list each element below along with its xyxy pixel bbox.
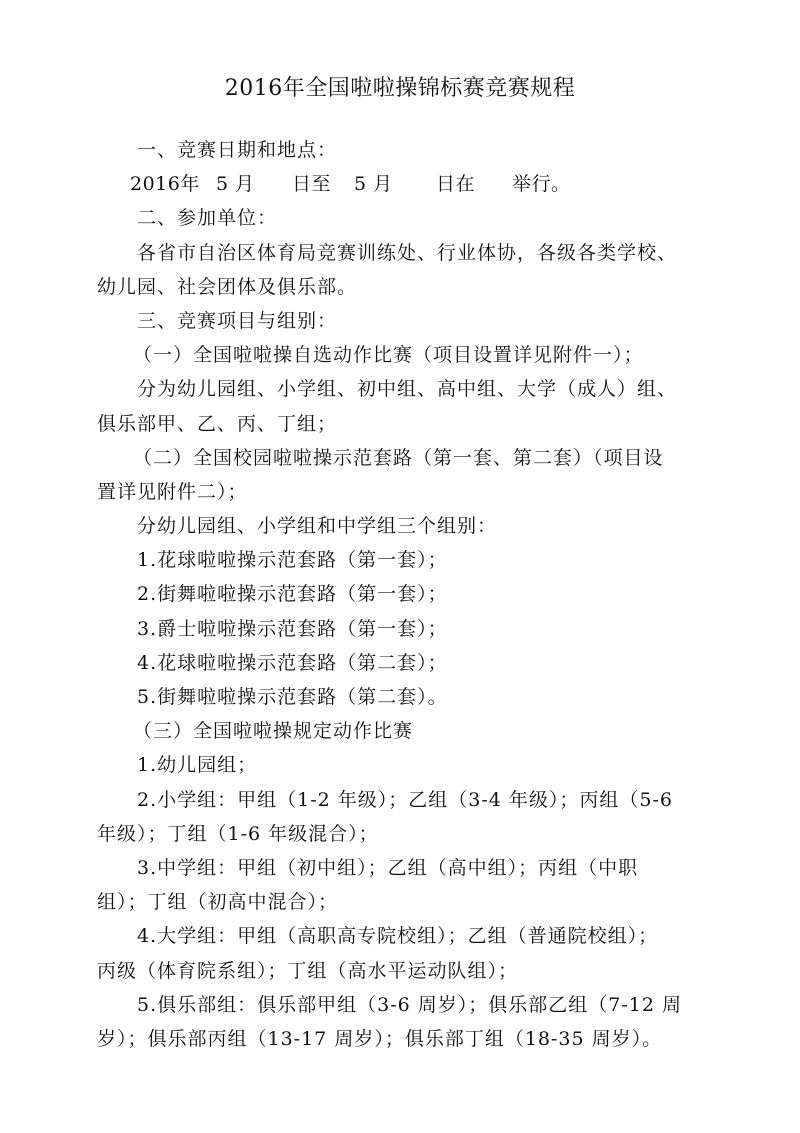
list-item: 2.街舞啦啦操示范套路（第一套）； — [137, 583, 448, 606]
section-3-3-item-2-line-1: 2.小学组：甲组（1-2 年级）；乙组（3-4 年级）；丙组（5-6 — [137, 788, 673, 811]
section-3-2-groups: 分幼儿园组、小学组和中学组三个组别： — [137, 515, 498, 538]
section-3-2-heading-line-2: 置详见附件二）； — [97, 480, 248, 503]
section-3-3-item-2-line-2: 年级）；丁组（1-6 年级混合）； — [97, 822, 379, 845]
date-month-start: 5 月 — [216, 173, 255, 196]
section-2-heading: 二、参加单位： — [137, 207, 278, 230]
list-item: 4.花球啦啦操示范套路（第二套）； — [137, 651, 448, 674]
section-3-1-groups-line-2: 俱乐部甲、乙、丙、丁组； — [97, 412, 338, 435]
section-3-3-item-3-line-1: 3.中学组：甲组（初中组）；乙组（高中组）；丙组（中职 — [137, 856, 639, 879]
date-month-end: 5 月 — [354, 173, 393, 196]
document-body — [97, 133, 709, 1056]
section-2-text-line-2: 幼儿园、社会团体及俱乐部。 — [97, 275, 358, 298]
section-3-3-item-1: 1.幼儿园组； — [137, 754, 258, 777]
section-3-1-groups-line-1: 分为幼儿园组、小学组、初中组、高中组、大学（成人）组、 — [137, 378, 678, 401]
section-3-3-heading: （三）全国啦啦操规定动作比赛 — [133, 720, 414, 743]
section-3-1-heading: （一）全国啦啦操自选动作比赛（项目设置详见附件一）； — [133, 344, 644, 367]
list-item: 5.街舞啦啦操示范套路（第二套）。 — [137, 686, 448, 708]
section-3-3-item-4-line-2: 丙级（体育院系组）；丁组（高水平运动队组）； — [97, 959, 519, 982]
section-3-heading: 三、竞赛项目与组别： — [137, 309, 338, 332]
date-location-line — [97, 167, 709, 201]
date-held: 举行。 — [512, 173, 571, 196]
date-day-at: 日在 — [436, 173, 476, 196]
section-2-text-line-1: 各省市自治区体育局竞赛训练处、行业体协，各级各类学校、 — [137, 241, 678, 264]
date-year: 2016年 — [130, 173, 200, 196]
list-item: 3.爵士啦啦操示范套路（第一套）； — [137, 617, 448, 640]
section-3-3-item-5-line-1: 5.俱乐部组：俱乐部甲组（3-6 周岁）；俱乐部乙组（7-12 周 — [137, 993, 682, 1016]
section-1-heading: 一、竞赛日期和地点： — [137, 139, 338, 161]
section-3-3-item-3-line-2: 组）；丁组（初高中混合）； — [97, 891, 339, 914]
section-3-3-item-4-line-1: 4.大学组：甲组（高职高专院校组）；乙组（普通院校组）； — [137, 925, 659, 948]
section-3-2-heading-line-1: （二）全国校园啦啦操示范套路（第一套、第二套）（项目设 — [133, 446, 664, 469]
list-item: 1.花球啦啦操示范套路（第一套）； — [137, 549, 448, 572]
date-day-to: 日至 — [292, 173, 332, 196]
document-title: 2016年全国啦啦操锦标赛竞赛规程 — [224, 76, 576, 101]
section-3-3-item-5-line-2: 岁）；俱乐部丙组（13-17 周岁）；俱乐部丁组（18-35 周岁）。 — [97, 1027, 663, 1050]
